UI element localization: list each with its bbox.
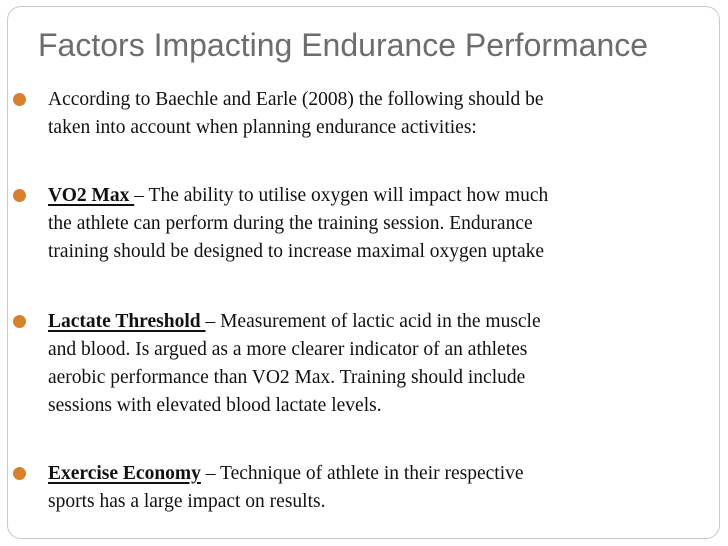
term-vo2-max: VO2 Max xyxy=(48,185,135,206)
bullet-exercise-economy xyxy=(48,460,688,516)
bullet-vo2-max xyxy=(48,182,688,266)
slide-title: Factors Impacting Endurance Performance xyxy=(38,27,649,63)
bullet-dot-icon xyxy=(13,189,26,202)
bullet-first-line xyxy=(48,460,688,488)
term-lactate-threshold: Lactate Threshold xyxy=(48,311,206,332)
bullet-text-line: According to Baechle and Earle (2008) the following should be xyxy=(48,89,544,110)
bullet-first-line xyxy=(48,182,688,210)
bullet-intro xyxy=(48,86,688,142)
bullet-text: – Measurement of lactic acid in the muscle xyxy=(205,311,541,332)
bullet-text-line: aerobic performance than VO2 Max. Training should include xyxy=(48,367,526,388)
bullet-text: – Technique of athlete in their respective xyxy=(200,463,524,484)
bullet-text-line: and blood. Is argued as a more clearer indicator of an athletes xyxy=(48,339,528,360)
bullet-dot-icon xyxy=(13,93,26,106)
bullet-lactate-threshold xyxy=(48,308,688,420)
bullet-text-line: the athlete can perform during the training session. Endurance xyxy=(48,213,533,234)
bullet-dot-icon xyxy=(13,467,26,480)
bullet-text: – The ability to utilise oxygen will impact how much xyxy=(134,185,549,206)
bullet-text-line: sports has a large impact on results. xyxy=(48,491,326,512)
bullet-text-line: taken into account when planning endurance activities: xyxy=(48,117,477,138)
bullet-text-line: training should be designed to increase maximal oxygen uptake xyxy=(48,241,545,262)
term-exercise-economy: Exercise Economy xyxy=(48,463,201,484)
bullet-first-line xyxy=(48,308,688,336)
bullet-text-line: sessions with elevated blood lactate levels. xyxy=(48,395,382,416)
bullet-dot-icon xyxy=(13,315,26,328)
